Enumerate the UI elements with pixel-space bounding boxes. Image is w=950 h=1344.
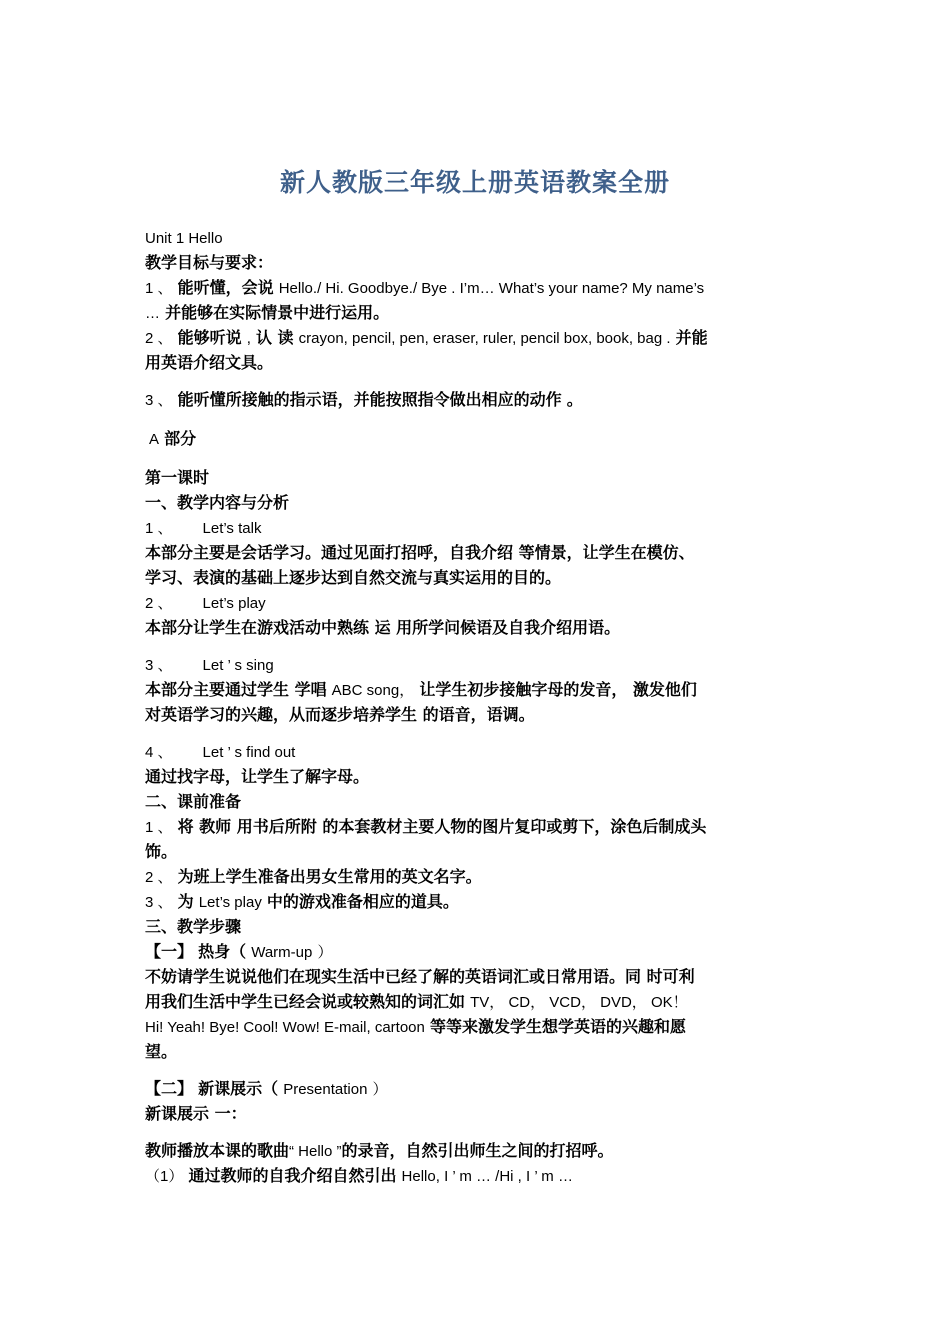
warmup-line-3: Hi! Yeah! Bye! Cool! Wow! E-mail, cartoon 等等来激发学生想学英语的兴趣和愿	[145, 1017, 686, 1036]
item-2-heading: 2 、 Let’s play	[145, 595, 266, 612]
item-2-desc: 本部分让学生在游戏活动中熟练 运 用所学问候语及自我介绍用语。	[145, 618, 621, 637]
item-1-desc-2: 学习、表演的基础上逐步达到自然交流与真实运用的目的。	[145, 568, 562, 587]
part-a-heading: A 部分	[149, 429, 197, 448]
goal-1-line-2: … 并能够在实际情景中进行运用。	[145, 303, 390, 322]
warmup-line-4: 望。	[145, 1042, 178, 1061]
document-body	[145, 225, 810, 1188]
presentation-1-heading: 新课展示 一：	[145, 1104, 247, 1123]
item-3-desc-2: 对英语学习的兴趣，从而逐步培养学生 的语音，语调。	[145, 705, 535, 724]
item-4-desc: 通过找字母，让学生了解字母。	[145, 767, 370, 786]
item-3-heading: 3 、 Let ’ s sing	[145, 657, 274, 674]
goal-2-line-1: 2 、 能够听说 , 认 读 crayon, pencil, pen, eraser, ruler, pencil box, book, bag . 并能	[145, 328, 708, 347]
presentation-desc: 教师播放本课的歌曲“ Hello ”的录音，自然引出师生之间的打招呼。	[145, 1141, 614, 1160]
prep-1-line-2: 饰。	[145, 842, 178, 861]
goal-2-line-2: 用英语介绍文具。	[145, 353, 274, 372]
step-1-heading: 【一】 热身（ Warm-up ）	[145, 942, 333, 961]
item-4-heading: 4 、 Let ’ s find out	[145, 744, 296, 761]
sub-step-1: （1） 通过教师的自我介绍自然引出 Hello, I ’ m … /Hi , I ’ m …	[145, 1166, 573, 1185]
goal-1-line-1: 1 、 能听懂，会说 Hello./ Hi. Goodbye./ Bye . I’m… What’s your name? My name’s	[145, 278, 705, 297]
goals-heading: 教学目标与要求：	[145, 253, 274, 272]
prep-2: 2 、 为班上学生准备出男女生常用的英文名字。	[145, 867, 482, 886]
item-1-heading: 1 、 Let’s talk	[145, 520, 262, 537]
section-1-heading: 一、教学内容与分析	[145, 493, 290, 512]
prep-1-line-1: 1 、 将 教师 用书后所附 的本套教材主要人物的图片复印或剪下，涂色后制成头	[145, 817, 707, 836]
section-2-heading: 二、课前准备	[145, 792, 242, 811]
warmup-line-2: 用我们生活中学生已经会说或较熟知的词汇如 TV， CD， VCD， DVD， OK！	[145, 992, 688, 1011]
document-title: 新人教版三年级上册英语教案全册	[279, 168, 670, 197]
warmup-line-1: 不妨请学生说说他们在现实生活中已经了解的英语词汇或日常用语。同 时可利	[145, 967, 695, 986]
prep-3: 3 、 为 Let’s play 中的游戏准备相应的道具。	[145, 892, 459, 911]
section-3-heading: 三、教学步骤	[145, 917, 242, 936]
lesson-1-heading: 第一课时	[145, 468, 210, 487]
step-2-heading: 【二】 新课展示（ Presentation ）	[145, 1079, 388, 1098]
goal-3: 3 、 能听懂所接触的指示语，并能按照指令做出相应的动作 。	[145, 390, 583, 409]
item-3-desc-1: 本部分主要通过学生 学唱 ABC song， 让学生初步接触字母的发音， 激发他们	[145, 680, 697, 699]
item-1-desc-1: 本部分主要是会话学习。通过见面打招呼，自我介绍 等情景，让学生在模仿、	[145, 543, 695, 562]
unit-heading: Unit 1 Hello	[145, 230, 223, 247]
